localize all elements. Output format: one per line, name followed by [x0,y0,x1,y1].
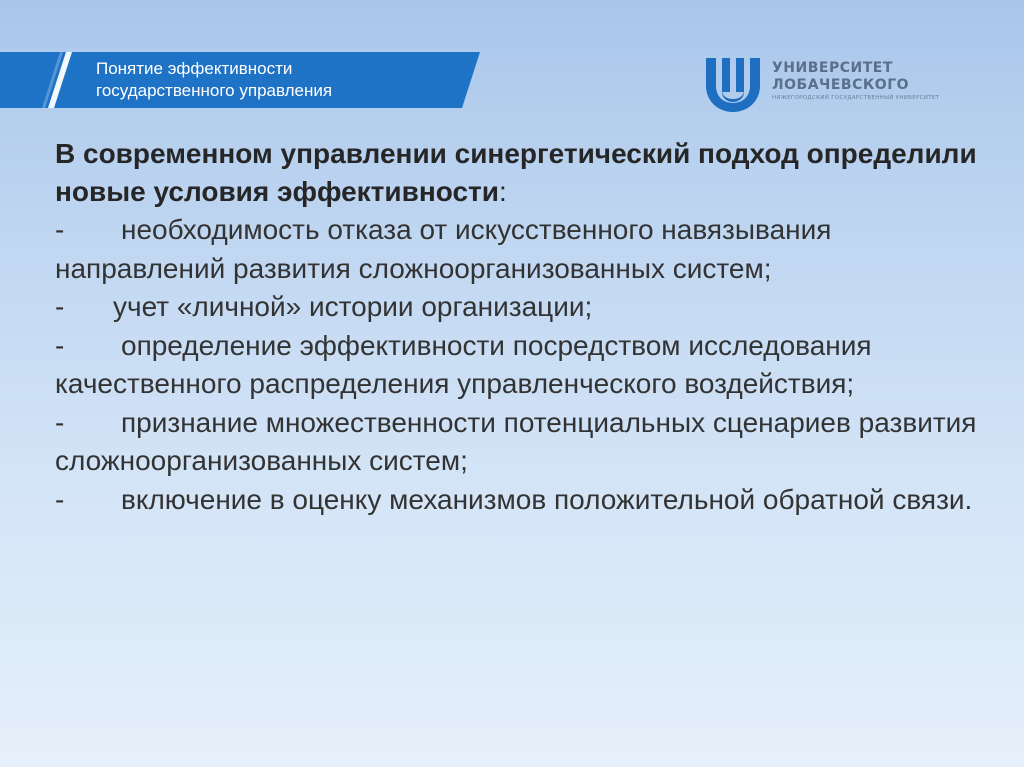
header-title-line1: Понятие эффективности [96,59,293,78]
bullet-text: учет «личной» истории организации; [113,291,593,322]
bullet-text: определение эффективности посредством исследования качественного распределения управленческого воздействия; [55,329,872,399]
header-title [96,58,476,102]
bullet-marker: - [55,483,65,515]
bullet-marker: - [55,329,65,361]
bullet-marker: - [55,406,65,438]
logo-line3: НИЖЕГОРОДСКИЙ ГОСУДАРСТВЕННЫЙ УНИВЕРСИТЕТ [772,95,940,101]
university-logo [702,52,940,116]
bullet-text: включение в оценку механизмов положительной обратной связи. [121,483,973,515]
bullet-text: необходимость отказа от искусственного навязывания направлений развития сложноорганизованных систем; [55,214,832,284]
logo-line2: ЛОБАЧЕВСКОГО [772,77,910,93]
bullet-marker: - [55,214,65,245]
university-logo-text [772,60,942,103]
lead-text: В современном управлении синергетический подход определили новые условия эффективности [55,138,977,207]
bullet-item [55,481,985,520]
bullet-marker: - [55,291,65,322]
logo-line1: УНИВЕРСИТЕТ [772,60,893,76]
bullet-item [55,327,985,404]
bullet-item [55,404,985,481]
bullet-item [55,211,985,288]
lead-colon: : [498,176,507,207]
university-logo-icon [702,52,764,114]
slide-content [55,135,985,519]
bullet-item [55,288,985,327]
lead-paragraph [55,135,985,211]
header-title-line2: государственного управления [96,81,333,100]
bullet-text: признание множественности потенциальных сценариев развития сложноорганизованных систем; [55,406,977,476]
